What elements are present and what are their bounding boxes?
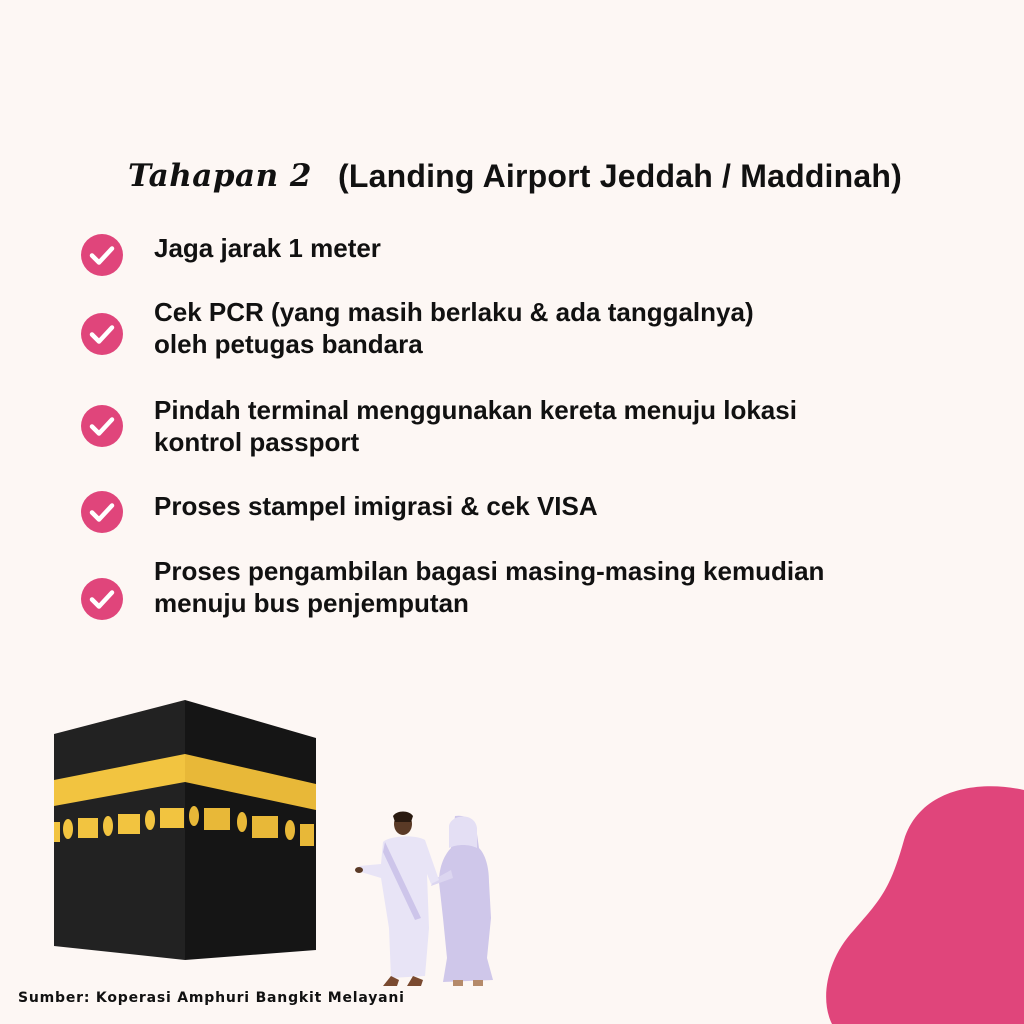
kaaba-illustration: [50, 698, 318, 966]
check-circle-icon: [80, 404, 124, 448]
checklist-item-text: [154, 555, 914, 619]
decorative-blob: [820, 780, 1024, 1024]
check-circle-icon: [80, 312, 124, 356]
checklist-item-text: [154, 394, 914, 458]
checklist-line: Pindah terminal menggunakan kereta menuju lokasi: [154, 395, 797, 425]
pilgrims-illustration: [355, 808, 500, 993]
step-title: Tahapan 2: [128, 158, 312, 194]
check-circle-icon: [80, 577, 124, 621]
step-subtitle: (Landing Airport Jeddah / Maddinah): [337, 157, 902, 194]
checklist-item-text: [154, 490, 914, 522]
checklist-line: kontrol passport: [154, 427, 360, 457]
checklist-item-text: [154, 296, 914, 360]
checklist-line: Jaga jarak 1 meter: [154, 233, 381, 263]
checklist-line: Proses pengambilan bagasi masing-masing kemudian: [154, 556, 825, 586]
source-credit: Sumber: Koperasi Amphuri Bangkit Melayani: [18, 990, 405, 1006]
checklist-item-text: [154, 232, 914, 264]
checklist-line: menuju bus penjemputan: [154, 588, 469, 618]
checklist-line: Cek PCR (yang masih berlaku & ada tanggalnya): [154, 297, 754, 327]
check-circle-icon: [80, 490, 124, 534]
checklist-line: Proses stampel imigrasi & cek VISA: [154, 491, 598, 521]
checklist-line: oleh petugas bandara: [154, 329, 423, 359]
page-title: [128, 148, 1008, 204]
check-circle-icon: [80, 233, 124, 277]
